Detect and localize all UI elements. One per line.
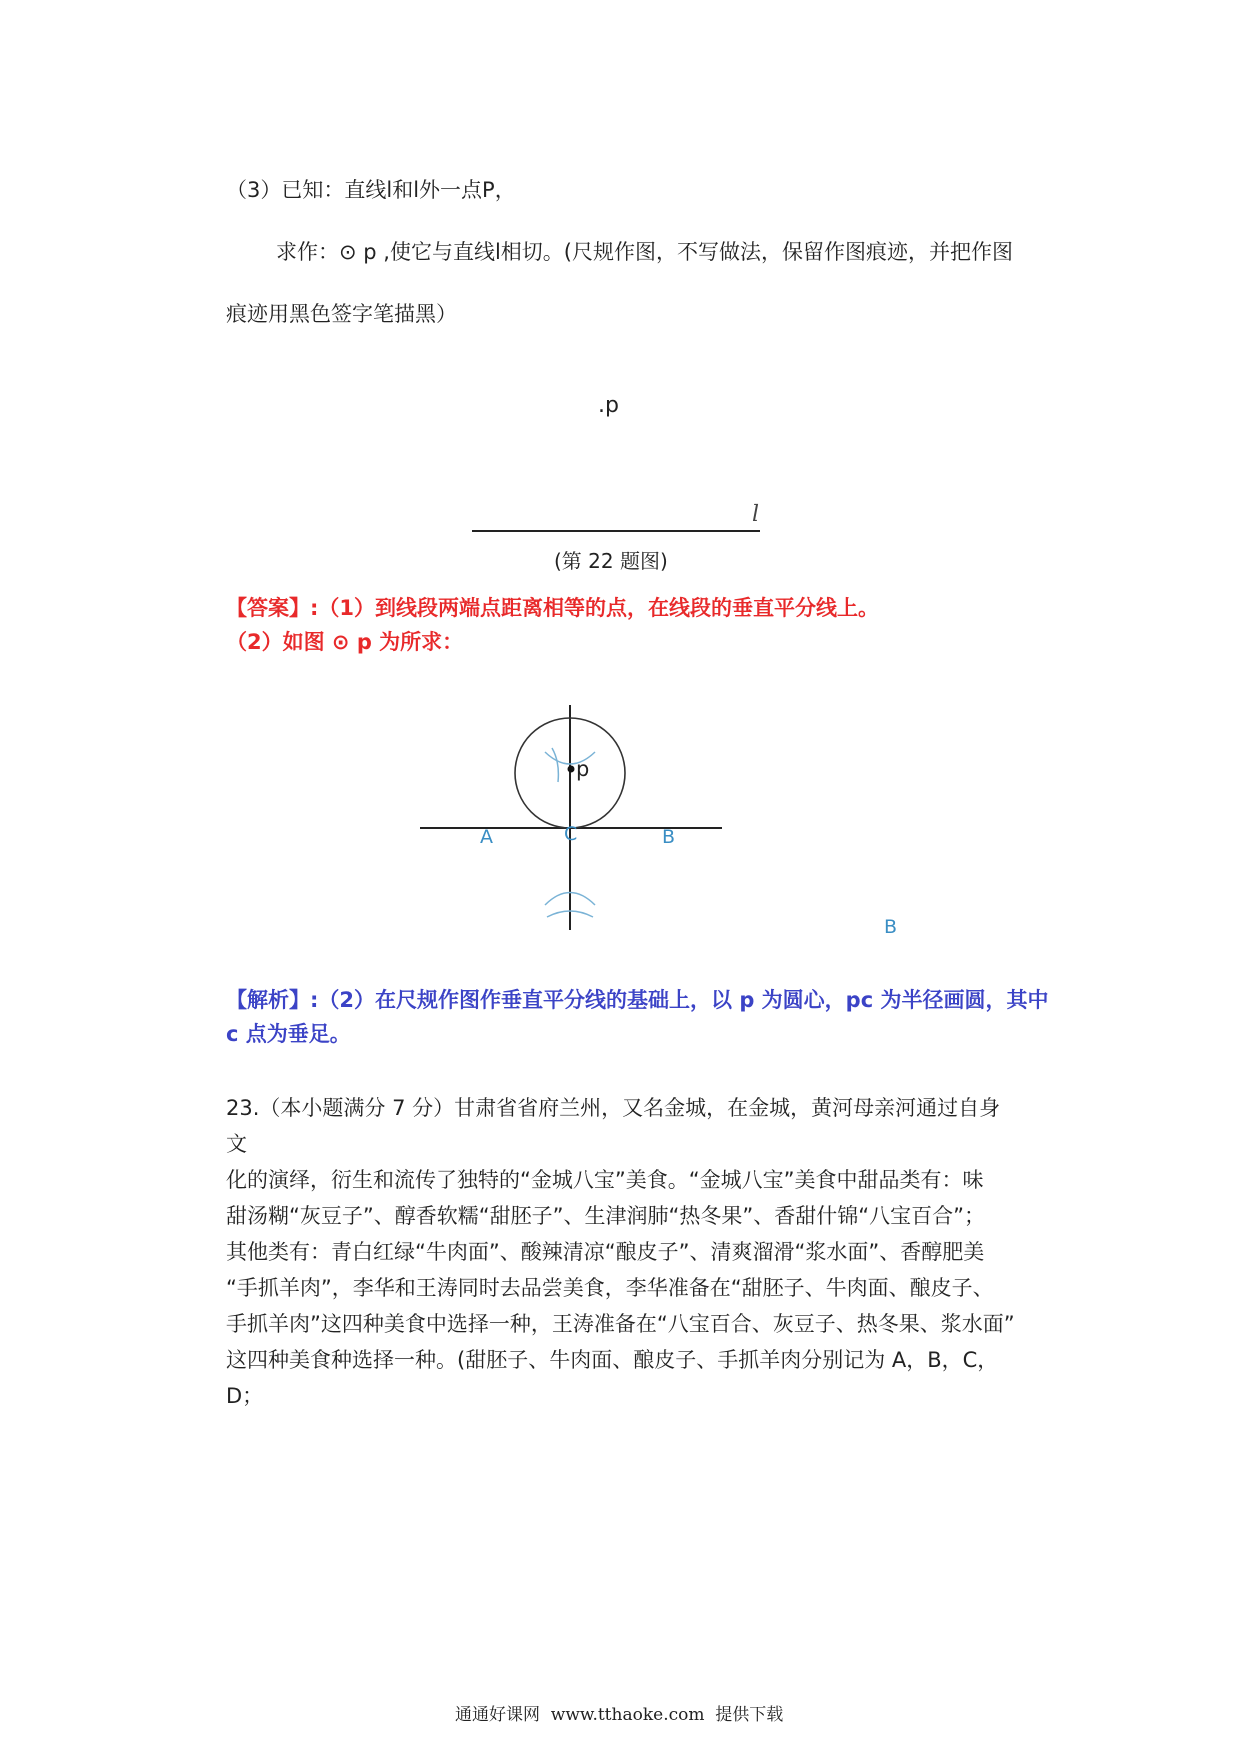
label-C: C	[564, 823, 578, 845]
center-point	[568, 766, 575, 773]
q23-line: 23.（本小题满分 7 分）甘肃省省府兰州，又名金城，在金城，黄河母亲河通过自身文	[226, 1096, 1001, 1156]
line-l-label: l	[752, 502, 760, 527]
q23-line: 这四种美食种选择一种。(甜胚子、牛肉面、酿皮子、手抓羊肉分别记为 A，B，C，D；	[226, 1348, 999, 1408]
label-p: p	[576, 757, 590, 781]
analysis-line-1: 【解析】:（2）在尺规作图作垂直平分线的基础上，以 p 为圆心，pc 为半径画圆，其中	[226, 988, 1049, 1012]
arc-upper-2	[552, 748, 558, 782]
q23-line: 其他类有：青白红绿“牛肉面”、酸辣清凉“酿皮子”、清爽溜滑“浆水面”、香醇肥美	[226, 1240, 985, 1264]
question-23	[226, 1090, 1016, 1414]
construction-figure	[400, 690, 740, 950]
point-p-label: .p	[598, 393, 619, 418]
question-line-3: 痕迹用黑色签字笔描黑）	[226, 302, 457, 326]
question-line-2: 求作：⊙ p ,使它与直线l相切。(尺规作图，不写做法，保留作图痕迹，并把作图	[276, 240, 1013, 264]
analysis-line-2: c 点为垂足。	[226, 1022, 351, 1046]
answer-line-2: （2）如图 ⊙ p 为所求：	[226, 630, 464, 654]
q23-line: 甜汤糊“灰豆子”、醇香软糯“甜胚子”、生津润肺“热冬果”、香甜什锦“八宝百合”；	[226, 1204, 986, 1228]
q23-line: “手抓羊肉”，李华和王涛同时去品尝美食，李华准备在“甜胚子、牛肉面、酿皮子、	[226, 1276, 994, 1300]
q23-line: 化的演绎，衍生和流传了独特的“金城八宝”美食。“金城八宝”美食中甜品类有：味	[226, 1168, 984, 1192]
label-B: B	[662, 826, 676, 848]
label-A: A	[480, 826, 493, 848]
question-line-1: （3）已知：直线l和l外一点P，	[226, 178, 516, 202]
line-l	[472, 530, 760, 532]
q23-line: 手抓羊肉”这四种美食中选择一种，王涛准备在“八宝百合、灰豆子、热冬果、浆水面”	[226, 1312, 1015, 1336]
answer-line-1: 【答案】:（1）到线段两端点距离相等的点，在线段的垂直平分线上。	[226, 596, 880, 620]
stray-label-B: B	[884, 916, 898, 938]
figure-caption: (第 22 题图)	[554, 549, 668, 573]
footer-text: 通通好课网 www.tthaoke.com 提供下载	[455, 1705, 784, 1725]
